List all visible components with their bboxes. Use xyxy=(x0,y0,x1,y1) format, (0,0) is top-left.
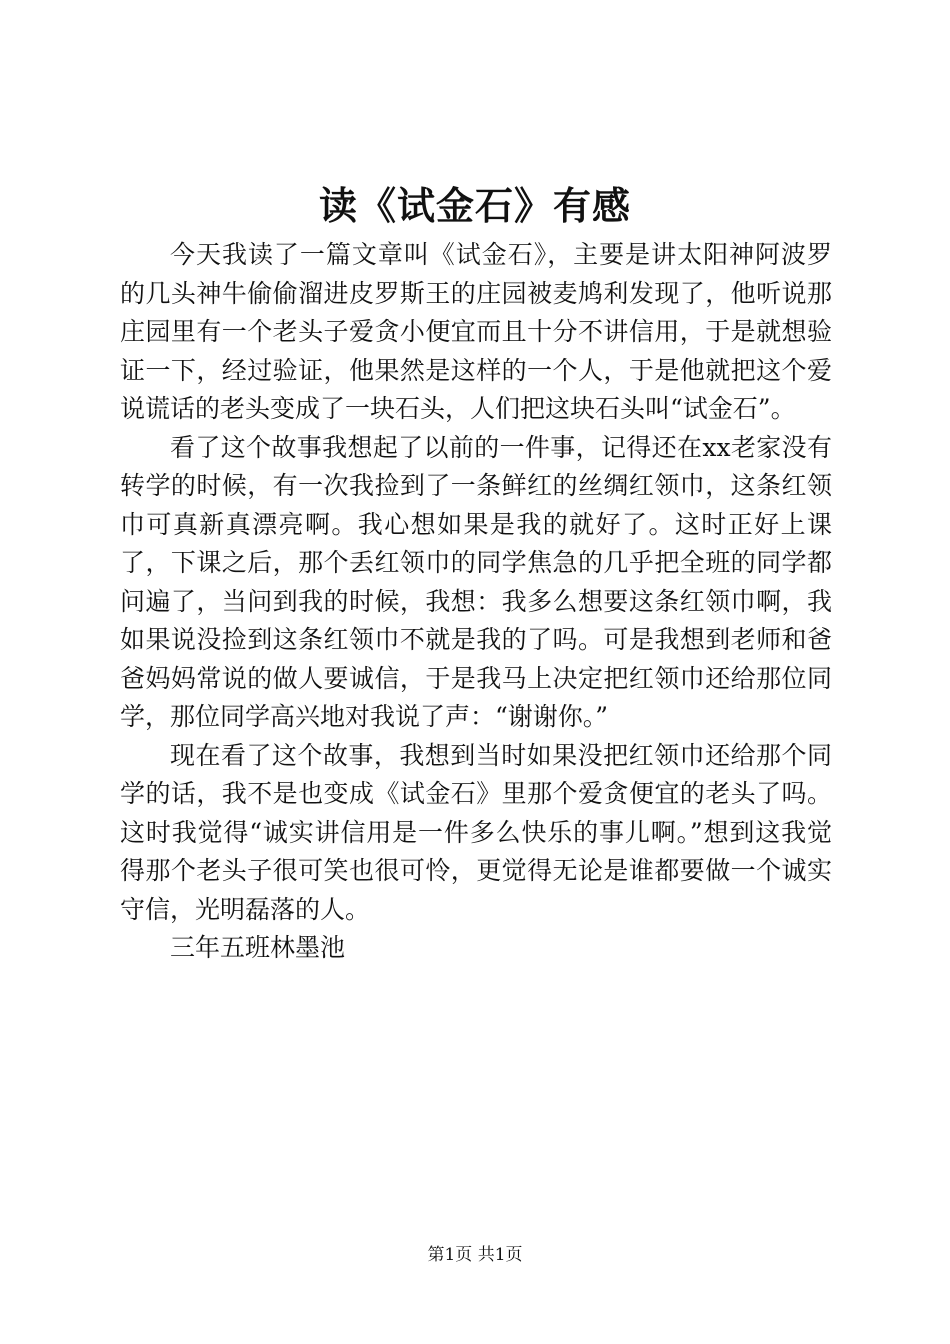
paragraph-3: 现在看了这个故事，我想到当时如果没把红领巾还给那个同学的话，我不是也变成《试金石》里那个爱贪便宜的老头了吗。这时我觉得“诚实讲信用是一件多么快乐的事儿啊。”想到这我觉得那个老头子很可笑也很可怜，更觉得无论是谁都要做一个诚实守信，光明磊落的人。 xyxy=(120,740,832,924)
paragraph-1: 今天我读了一篇文章叫《试金石》，主要是讲太阳神阿波罗的几头神牛偷偷溜进皮罗斯王的庄园被麦鸠利发现了，他听说那庄园里有一个老头子爱贪小便宜而且十分不讲信用，于是就想验证一下，经过验证，他果然是这样的一个人，于是他就把这个爱说谎话的老头变成了一块石头，人们把这块石头叫“试金石”。 xyxy=(120,240,832,423)
author-signature: 三年五班林墨池 xyxy=(170,933,346,962)
article-body xyxy=(120,236,832,968)
paragraph-2: 看了这个故事我想起了以前的一件事，记得还在xx老家没有转学的时候，有一次我捡到了一条鲜红的丝绸红领巾，这条红领巾可真新真漂亮啊。我心想如果是我的就好了。这时正好上课了，下课之后，那个丢红领巾的同学焦急的几乎把全班的同学都问遍了，当问到我的时候，我想：我多么想要这条红领巾啊，我如果说没捡到这条红领巾不就是我的了吗。可是我想到老师和爸爸妈妈常说的做人要诚信，于是我马上决定把红领巾还给那位同学，那位同学高兴地对我说了声：“谢谢你。” xyxy=(120,432,832,731)
page-title: 读《试金石》有感 xyxy=(318,183,631,228)
page-number-footer: 第1页 共1页 xyxy=(427,1245,523,1265)
